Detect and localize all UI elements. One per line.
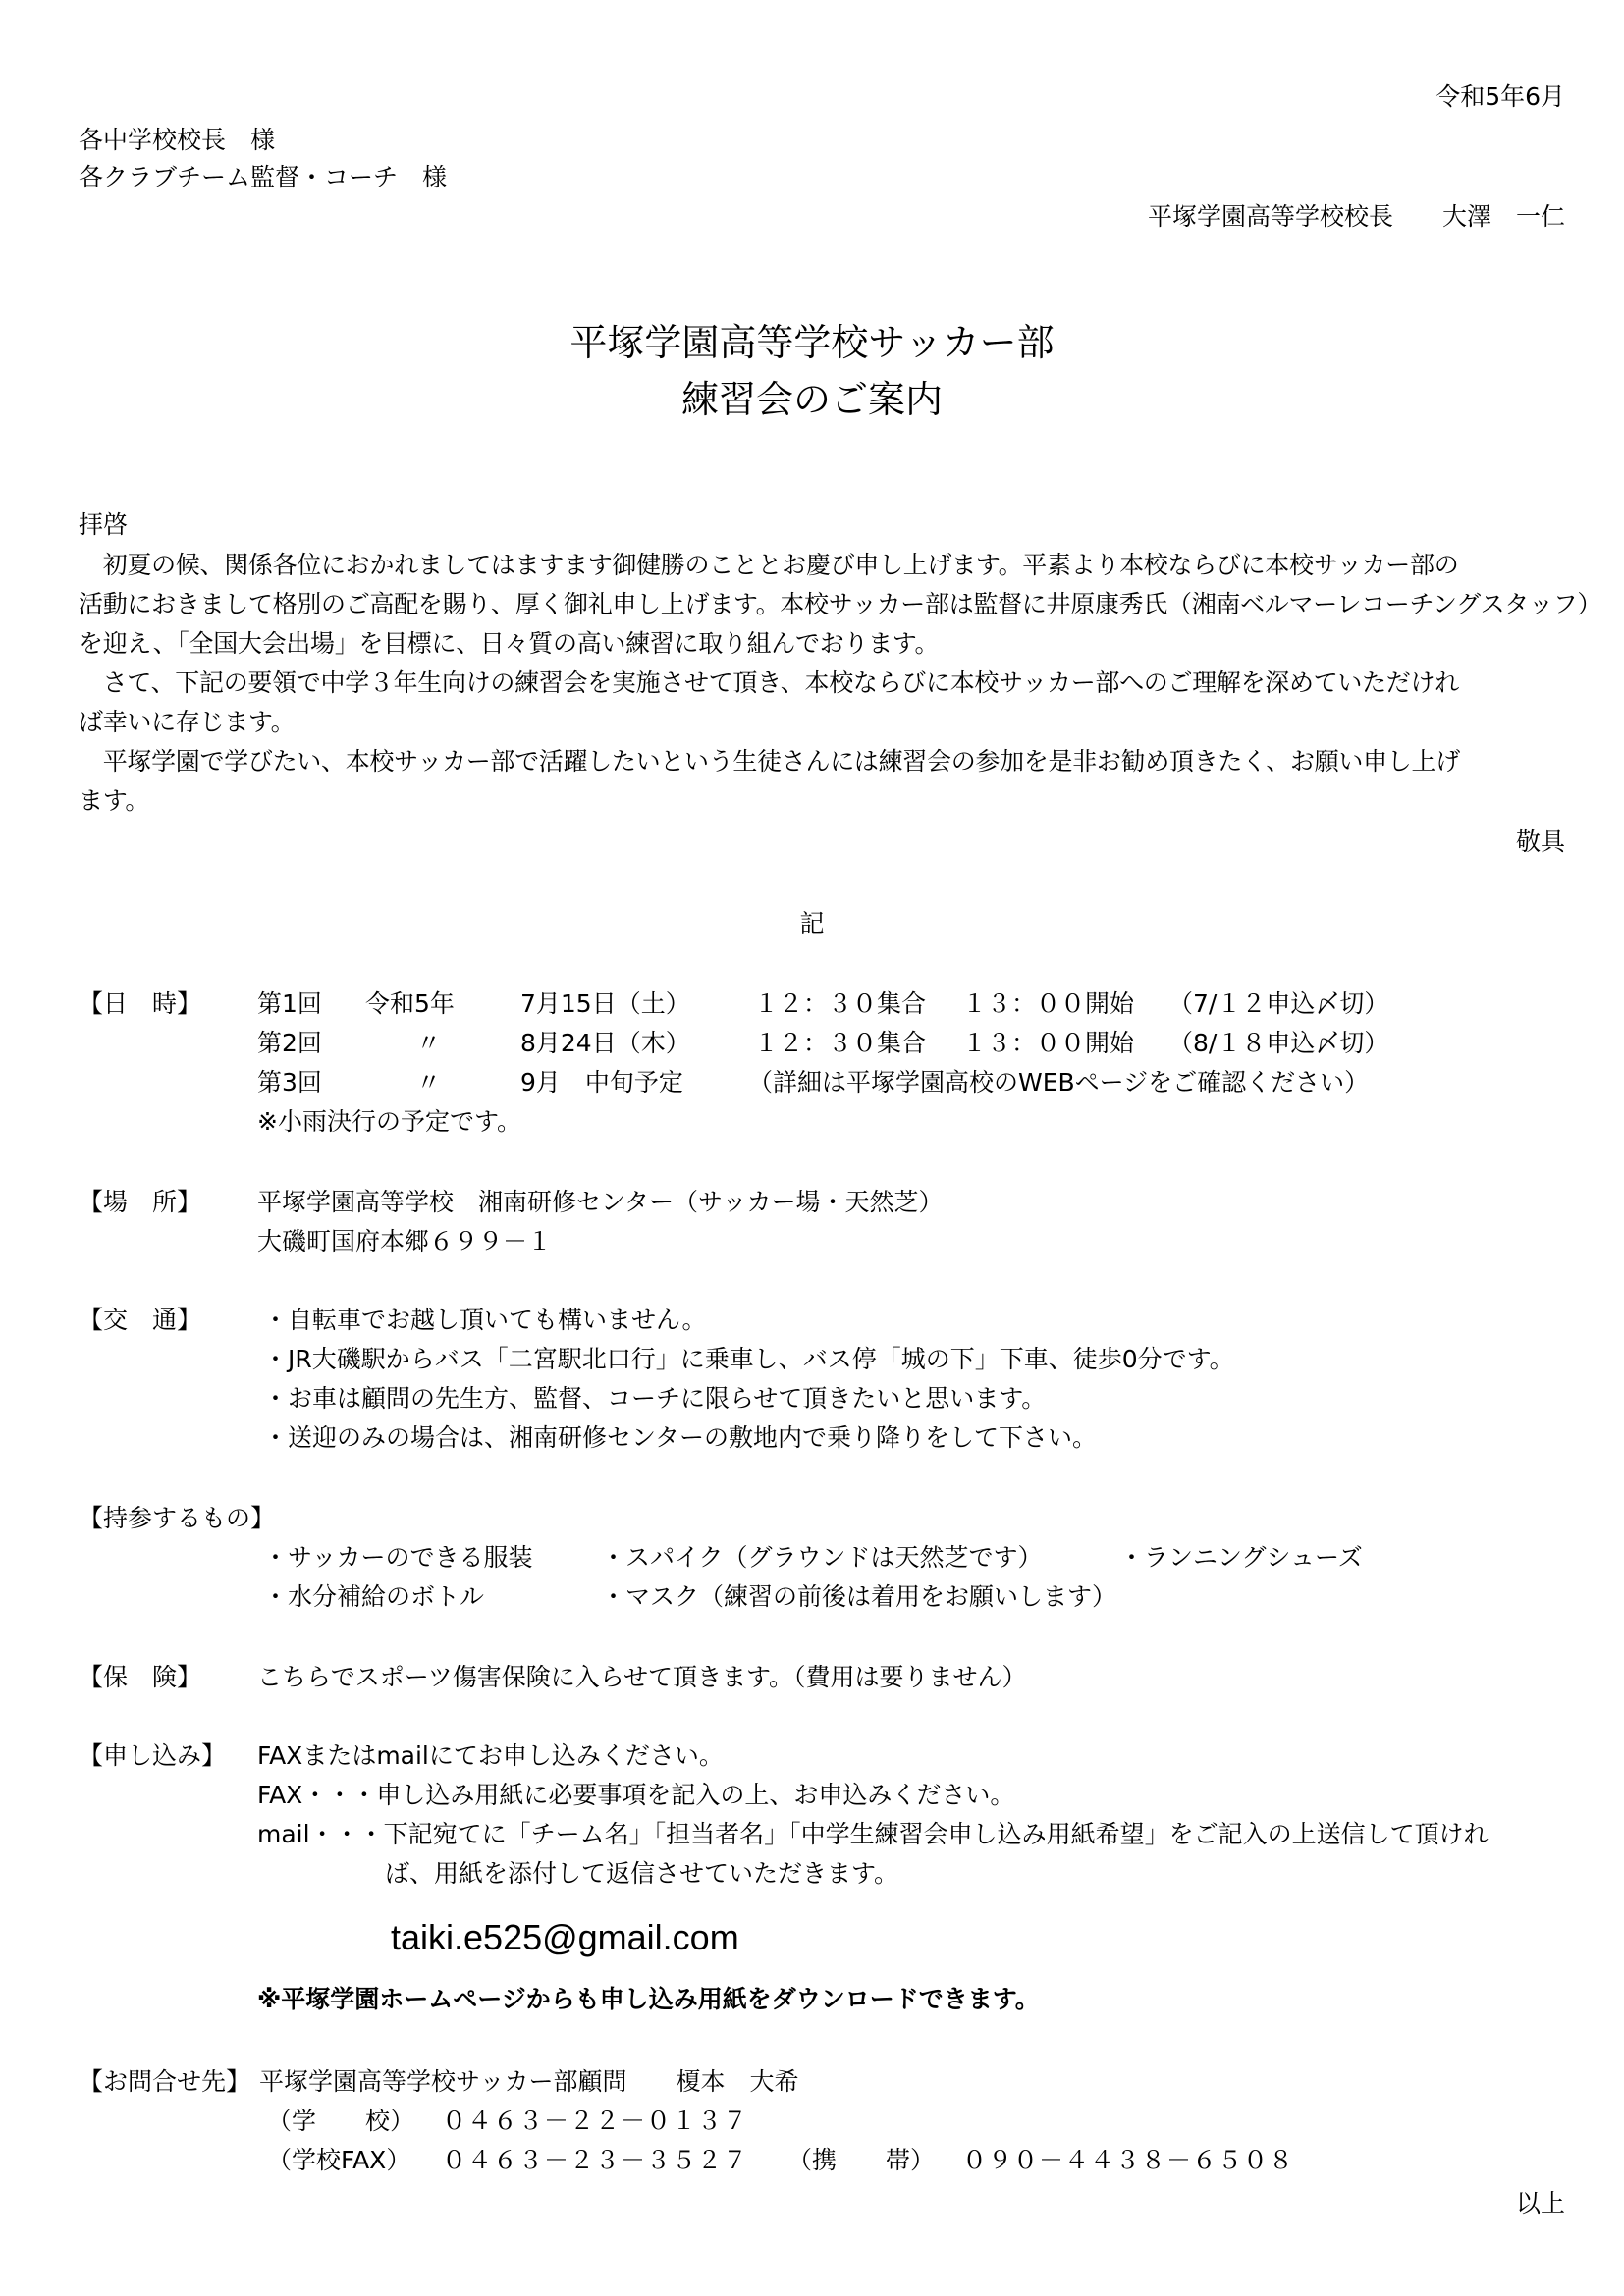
schedule-no: 第3回	[257, 1068, 322, 1096]
insurance-label: 【保 険】	[79, 1663, 202, 1691]
schedule-no: 第2回	[257, 1029, 322, 1057]
bring-item: ・ランニングシューズ	[1119, 1543, 1363, 1572]
addressee-coaches: 各クラブチーム監督・コーチ 様	[79, 163, 448, 191]
paragraph-line: ます。	[79, 786, 150, 815]
transport-label: 【交 通】	[79, 1306, 202, 1334]
schedule-deadline: （7/１２申込〆切）	[1168, 989, 1389, 1018]
fax-tel: ０４６３－２３－３５２７	[442, 2146, 749, 2174]
insurance-text: こちらでスポーツ傷害保険に入らせて頂きます。（費用は要りません）	[257, 1663, 1027, 1691]
paragraph-line: を迎え、「全国大会出場」を目標に、日々質の高い練習に取り組んでおります。	[79, 629, 940, 658]
transport-item: ・JR大磯駅からバス「二宮駅北口行」に乗車し、バス停「城の下」下車、徒歩0分です。	[263, 1345, 1234, 1373]
place-address: 大磯町国府本郷６９９－１	[257, 1227, 553, 1255]
transport-item: ・送迎のみの場合は、湘南研修センターの敷地内で乗り降りをして下さい。	[263, 1423, 1098, 1452]
letter-closing: 敬具	[1515, 828, 1565, 856]
end-mark: 以上	[1515, 2189, 1565, 2217]
schedule-date: 7月15日（土）	[520, 989, 690, 1018]
mobile-tel: ０９０－４４３８－６５０８	[962, 2146, 1295, 2174]
schedule-start: １３：００開始	[962, 1029, 1135, 1057]
schedule-note: （詳細は平塚学園高校のWEBページをご確認ください）	[748, 1068, 1370, 1096]
addressee-principals: 各中学校校長 様	[79, 126, 276, 154]
schedule-deadline: （8/１８申込〆切）	[1168, 1029, 1389, 1057]
fax-tel-label: （学校FAX）	[267, 2146, 411, 2174]
transport-item: ・自転車でお越し頂いても構いません。	[263, 1306, 707, 1334]
sender-name: 平塚学園高等学校校長 大澤 一仁	[1147, 202, 1565, 231]
contact-label: 【お問合せ先】	[79, 2067, 251, 2096]
apply-method: FAXまたはmailにてお申し込みください。	[257, 1741, 724, 1770]
transport-item: ・お車は顧問の先生方、監督、コーチに限らせて頂きたいと思います。	[263, 1384, 1047, 1413]
apply-fax: FAX・・・申し込み用紙に必要事項を記入の上、お申込みください。	[257, 1781, 1015, 1809]
bring-item: ・水分補給のボトル	[263, 1582, 485, 1611]
place-name: 平塚学園高等学校 湘南研修センター（サッカー場・天然芝）	[257, 1188, 944, 1216]
paragraph-line: さて、下記の要領で中学３年生向けの練習会を実施させて頂き、本校ならびに本校サッカー部へのご理解を深めていただけれ	[79, 668, 1459, 697]
schedule-era: 令和5年	[365, 989, 455, 1018]
ki-heading: 記	[799, 909, 825, 937]
paragraph-line: 活動におきまして格別のご高配を賜り、厚く御礼申し上げます。本校サッカー部は監督に井原康秀氏（湘南ベルマーレコーチングスタッフ）	[79, 590, 1602, 618]
schedule-date: 9月 中旬予定	[520, 1068, 683, 1096]
schedule-date: 8月24日（木）	[520, 1029, 690, 1057]
schedule-start: １３：００開始	[962, 989, 1135, 1018]
schedule-no: 第1回	[257, 989, 322, 1018]
schedule-era: 〃	[416, 1029, 442, 1057]
letter-opening: 拝啓	[79, 510, 129, 539]
schedule-label: 【日 時】	[79, 989, 202, 1018]
schedule-gather: １２：３０集合	[754, 1029, 927, 1057]
paragraph-line: ば幸いに存じます。	[79, 708, 296, 736]
rain-note: ※小雨決行の予定です。	[257, 1107, 521, 1136]
bring-item: ・サッカーのできる服装	[263, 1543, 533, 1572]
paragraph-line: 初夏の候、関係各位におかれましてはますます御健勝のこととお慶び申し上げます。平素より本校ならびに本校サッカー部の	[79, 551, 1459, 579]
bring-item: ・マスク（練習の前後は着用をお願いします）	[601, 1582, 1117, 1611]
schedule-era: 〃	[416, 1068, 442, 1096]
download-note: ※平塚学園ホームページからも申し込み用紙をダウンロードできます。	[257, 1985, 1040, 2013]
document-date: 令和5年6月	[1435, 82, 1565, 111]
paragraph-line: 平塚学園で学びたい、本校サッカー部で活躍したいという生徒さんには練習会の参加を是非お勧め頂きたく、お願い申し上げ	[79, 747, 1460, 775]
contact-person: 平塚学園高等学校サッカー部顧問 榎本 大希	[259, 2067, 799, 2096]
page-title: 平塚学園高等学校サッカー部	[569, 321, 1055, 364]
page-subtitle: 練習会のご案内	[680, 378, 943, 421]
school-tel-label: （学 校）	[267, 2107, 415, 2135]
mobile-tel-label: （携 帯）	[787, 2146, 936, 2174]
place-label: 【場 所】	[79, 1188, 202, 1216]
bring-label: 【持参するもの】	[79, 1504, 276, 1532]
school-tel: ０４６３－２２－０１３７	[442, 2107, 749, 2135]
schedule-gather: １２：３０集合	[754, 989, 927, 1018]
bring-item: ・スパイク（グラウンドは天然芝です）	[601, 1543, 1043, 1572]
contact-email-link[interactable]: taiki.e525@gmail.com	[391, 1917, 739, 1957]
apply-mail: mail・・・下記宛てに「チーム名」「担当者名」「中学生練習会申し込み用紙希望」をご記入の上送信して頂けれ	[257, 1820, 1489, 1848]
apply-mail-cont: ば、用紙を添付して返信させていただきます。	[385, 1859, 899, 1888]
apply-label: 【申し込み】	[79, 1741, 227, 1770]
